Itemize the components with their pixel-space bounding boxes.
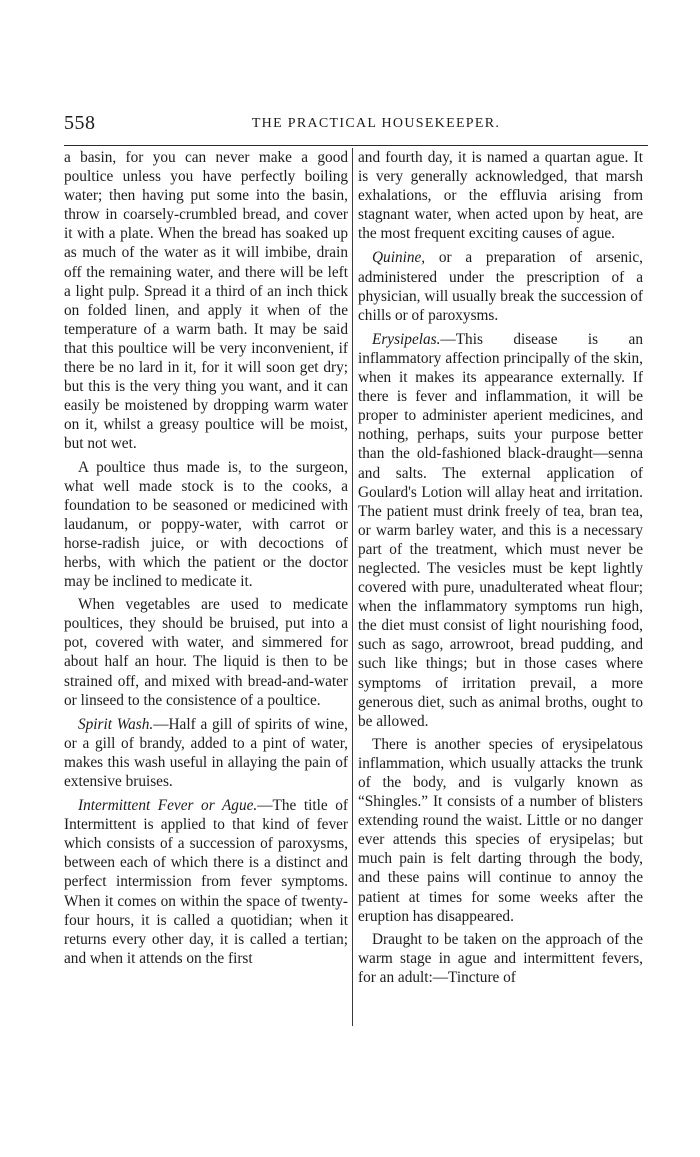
paragraph: Draught to be taken on the approach of the warm stage in ague and intermittent fevers, for an adult:—Tincture of [358, 930, 643, 986]
paragraph [358, 330, 643, 731]
paragraph [358, 248, 643, 324]
left-column [64, 148, 348, 972]
header-rule [64, 145, 648, 146]
paragraph-text: —Half a gill of spirits of wine, or a gill of brandy, added to a pint of water, makes this wash useful in allaying the pain of extensive bruises. [64, 715, 348, 790]
paragraph: a basin, for you can never make a good poultice unless you have perfectly boiling water; then having put some into the basin, throw in coarsely-crumbled bread, and cover it with a plate. When the bread has soaked up as much of the water as it will imbibe, drain off the remaining water, and there will be left a light pulp. Spread it a third of an inch thick on folded linen, and apply it when of the temperature of a warm bath. It may be said that this poultice will be very inconvenient, if there be no lard in it, for it will soon get dry; but this is the very thing you want, and it can easily be moistened by dropping warm water on it, whilst a greasy poultice will be moist, but not wet. [64, 149, 348, 453]
paragraph: When vegetables are used to medicate poultices, they should be bruised, put into a pot, covered with water, and simmered for about half an hour. The liquid is then to be strained off, and mixed with bread-and-water or linseed to the consistence of a poultice. [64, 596, 348, 709]
paragraph [64, 715, 348, 791]
section-lead: Erysipelas. [372, 330, 441, 348]
paragraph-text: —The title of Intermittent is applied to that kind of fever which consists of a succession of paroxysms, between each of which there is a distinct and perfect intermission from fever symptoms. When it comes on within the space of twenty-four hours, it is called a quotidian; when it returns every other day, it is called a tertian; and when it attends on the first [64, 797, 348, 967]
paragraph-text: or a preparation of arsenic, administered under the prescription of a physician, will usually break the succession of chills or of paroxysms. [358, 249, 643, 324]
section-lead: Spirit Wash. [78, 715, 154, 733]
column-divider [352, 148, 353, 1026]
section-lead: Quinine, [372, 249, 426, 267]
section-lead: Intermittent Fever or Ague. [78, 797, 258, 815]
paragraph-text: —This disease is an inflammatory affection principally of the skin, when it makes its appearance externally. If there is fever and inflammation, it will be proper to administer aperient medicines, and nothing, perhaps, suits your purpose better than the old-fashioned black-draught—senna and salts. The external application of Goulard's Lotion will allay heat and irritation. The patient must drink freely of tea, bran tea, or warm barley water, and this is a necessary part of the treatment, which must never be neglected. The vesicles must be kept lightly covered with pure, unadulterated wheat flour; when the inflammatory symptoms run high, the diet must consist of light nourishing food, such as sago, arrowroot, bread pudding, and such like things; but in those cases where symptoms of irritation prevail, a more generous diet, such as animal broths, ought to be allowed. [358, 330, 643, 730]
page-number: 558 [64, 112, 96, 134]
right-column [358, 148, 643, 991]
paragraph [64, 796, 348, 968]
paragraph: and fourth day, it is named a quartan ague. It is very generally acknowledged, that marsh exhalations, or the effluvia arising from stagnant water, when acted upon by heat, are the most frequent exciting causes of ague. [358, 149, 643, 243]
page-header [64, 112, 648, 136]
running-title: THE PRACTICAL HOUSEKEEPER. [251, 116, 501, 131]
paragraph: There is another species of erysipelatous inflammation, which usually attacks the trunk of the body, and is vulgarly known as “Shingles.” It consists of a number of blisters extending round the waist. Little or no danger ever attends this species of erysipelas; but much pain is felt darting through the body, and these pains will continue to annoy the patient at times for some weeks after the eruption has disappeared. [358, 735, 643, 925]
paragraph: A poultice thus made is, to the surgeon, what well made stock is to the cooks, a foundation to be seasoned or medicined with laudanum, or poppy-water, with carrot or horse-radish juice, or with decoctions of herbs, with which the patient or the doctor may be inclined to medicate it. [64, 458, 348, 591]
